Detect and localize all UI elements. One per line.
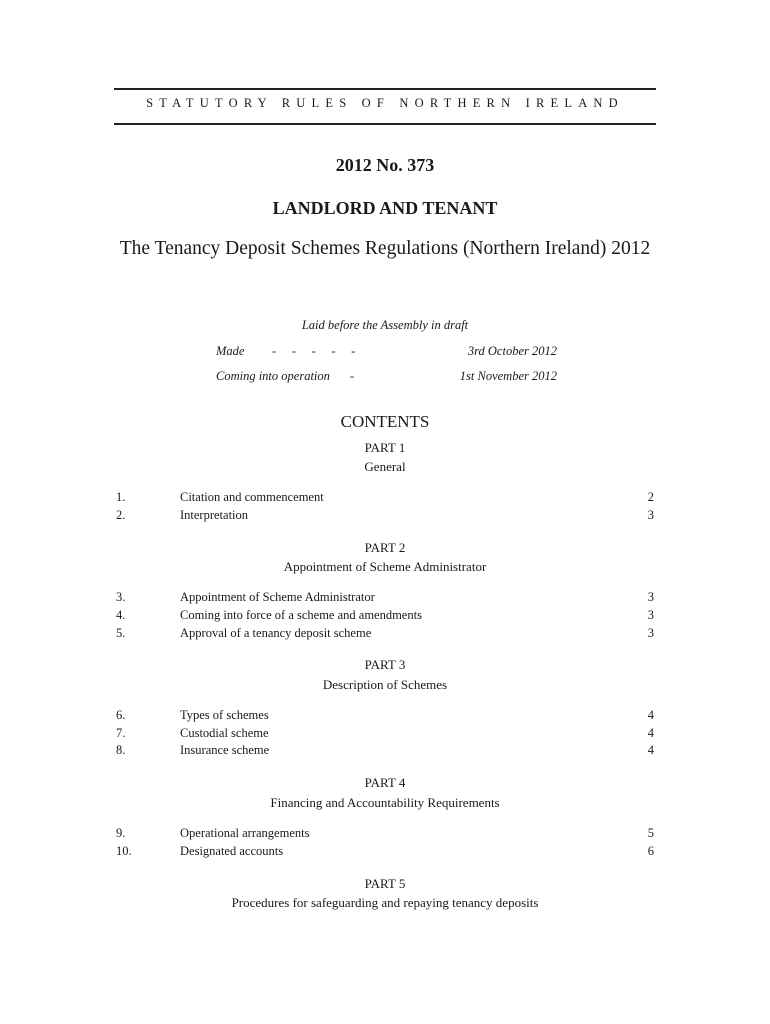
made-label: Made: [216, 344, 245, 358]
toc-entry-page: 4: [647, 743, 654, 757]
subject-heading: LANDLORD AND TENANT: [272, 198, 498, 218]
coming-into-operation-label: Coming into operation: [216, 369, 330, 383]
rule-number: 2012 No. 373: [335, 155, 435, 175]
toc-entry-number: 10.: [116, 844, 132, 858]
toc-entry-text: Interpretation: [180, 508, 249, 522]
toc-entry-text: Types of schemes: [180, 708, 269, 722]
coming-into-operation-date: 1st November 2012: [459, 369, 557, 383]
toc-entry[interactable]: [0, 844, 770, 862]
toc-entry-number: 8.: [116, 743, 126, 757]
toc-entry[interactable]: [0, 708, 770, 726]
made-date: 3rd October 2012: [467, 344, 557, 358]
toc-entry-number: 7.: [116, 726, 126, 740]
contents-heading: CONTENTS: [340, 412, 430, 431]
toc-entry-number: 9.: [116, 826, 126, 840]
toc-entry-page: 4: [647, 726, 654, 740]
toc-entry-page: 5: [647, 826, 654, 840]
toc-entry-page: 6: [647, 844, 654, 858]
toc-entry[interactable]: [0, 726, 770, 744]
series-heading: STATUTORY RULES OF NORTHERN IRELAND: [146, 96, 624, 110]
part-1-title: General: [364, 459, 406, 474]
toc-entry[interactable]: [0, 626, 770, 644]
toc-entry-number: 5.: [116, 626, 126, 640]
made-dashes: - - - - -: [272, 344, 356, 358]
toc-entry-number: 6.: [116, 708, 126, 722]
toc-entry-number: 3.: [116, 590, 126, 604]
toc-entry-number: 1.: [116, 490, 126, 504]
coming-dashes: -: [350, 369, 355, 383]
toc-entry-text: Coming into force of a scheme and amendments: [180, 608, 422, 622]
document-title: The Tenancy Deposit Schemes Regulations (Northern Ireland) 2012: [119, 238, 651, 259]
part-2-label: PART 2: [364, 540, 406, 555]
toc-entry-text: Operational arrangements: [180, 826, 310, 840]
toc-entry[interactable]: [0, 608, 770, 626]
laid-before-note: Laid before the Assembly in draft: [301, 318, 469, 332]
header-rule-bottom: [114, 123, 656, 125]
toc-entry-text: Citation and commencement: [180, 490, 324, 504]
toc-entry-page: 2: [647, 490, 654, 504]
part-3-title: Description of Schemes: [322, 677, 448, 692]
toc-entry-page: 3: [647, 508, 654, 522]
toc-entry-text: Designated accounts: [180, 844, 284, 858]
toc-entry-page: 4: [647, 708, 654, 722]
part-4-title: Financing and Accountability Requirements: [270, 795, 500, 810]
toc-entry-number: 4.: [116, 608, 126, 622]
toc-entry[interactable]: [0, 490, 770, 508]
part-3-label: PART 3: [364, 657, 406, 672]
toc-entry[interactable]: [0, 826, 770, 844]
toc-entry-page: 3: [647, 608, 654, 622]
toc-entry-text: Insurance scheme: [180, 743, 270, 757]
toc-entry-page: 3: [647, 626, 654, 640]
toc-entry-number: 2.: [116, 508, 126, 522]
toc-entry[interactable]: [0, 743, 770, 761]
part-5-title: Procedures for safeguarding and repaying tenancy deposits: [231, 895, 539, 910]
part-4-label: PART 4: [364, 775, 406, 790]
toc-entry-text: Custodial scheme: [180, 726, 269, 740]
part-1-label: PART 1: [364, 440, 406, 455]
toc-entry-text: Approval of a tenancy deposit scheme: [180, 626, 372, 640]
part-5-label: PART 5: [364, 876, 406, 891]
part-2-title: Appointment of Scheme Administrator: [283, 559, 487, 574]
header-rule-top: [114, 88, 656, 90]
toc-entry-text: Appointment of Scheme Administrator: [180, 590, 375, 604]
toc-entry-page: 3: [647, 590, 654, 604]
toc-entry[interactable]: [0, 508, 770, 526]
toc-entry[interactable]: [0, 590, 770, 608]
